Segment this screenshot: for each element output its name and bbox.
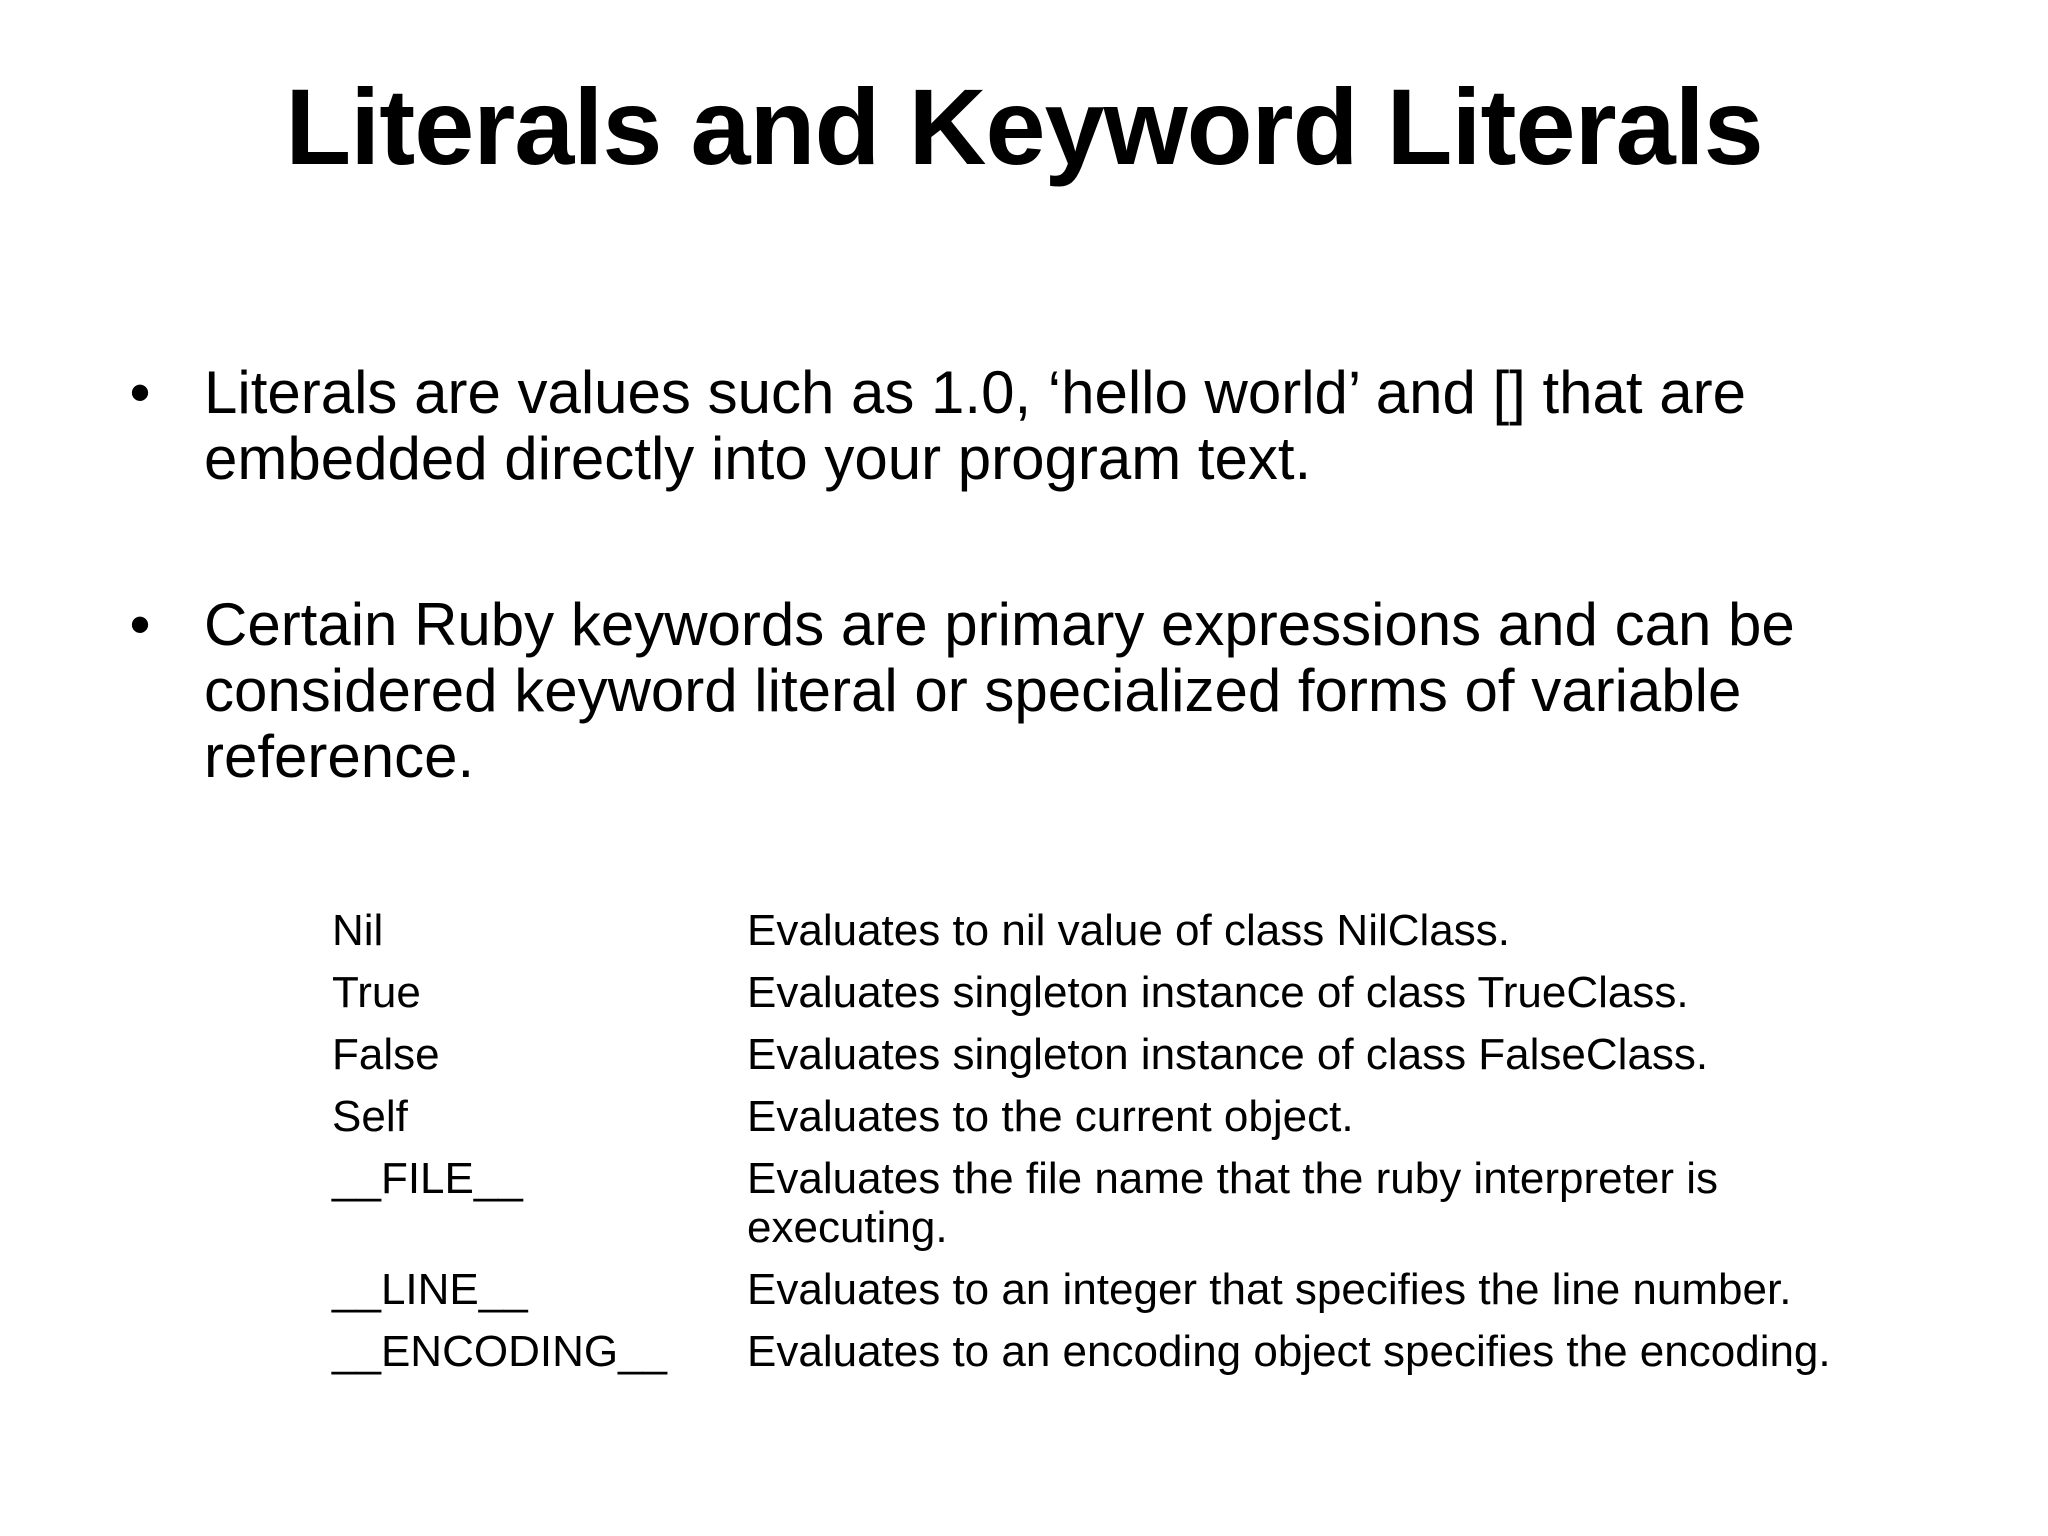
bullet-text: Certain Ruby keywords are primary expressions and can be considered keyword literal or specialized forms of variable reference.	[204, 591, 1795, 790]
bullet-item	[120, 360, 1880, 492]
keyword-description: Evaluates to an integer that specifies the line number.	[747, 1265, 1792, 1314]
keyword-description: Evaluates singleton instance of class FalseClass.	[747, 1030, 1709, 1079]
bullet-icon: •	[129, 359, 151, 426]
keyword-name: Self	[332, 1092, 408, 1141]
keyword-name: Nil	[332, 906, 384, 955]
keyword-row	[332, 1154, 1892, 1252]
keyword-description: Evaluates to an encoding object specifies the encoding.	[747, 1327, 1831, 1376]
keyword-row	[332, 1092, 1892, 1141]
bullet-icon: •	[129, 591, 151, 658]
keyword-table	[332, 906, 1892, 1376]
keyword-name: __LINE__	[332, 1265, 528, 1314]
keyword-name: True	[332, 968, 421, 1017]
keyword-description: Evaluates to nil value of class NilClass.	[747, 906, 1510, 955]
keyword-description: Evaluates singleton instance of class TrueClass.	[747, 968, 1689, 1017]
keyword-row	[332, 1030, 1892, 1079]
keyword-row	[332, 968, 1892, 1017]
keyword-description: Evaluates to the current object.	[747, 1092, 1354, 1141]
keyword-description: Evaluates the file name that the ruby interpreter is executing.	[747, 1154, 1718, 1252]
slide-title: Literals and Keyword Literals	[285, 66, 1763, 187]
keyword-row	[332, 1327, 1892, 1376]
keyword-name: False	[332, 1030, 440, 1079]
keyword-row	[332, 906, 1892, 955]
keyword-row	[332, 1265, 1892, 1314]
bullet-list	[120, 360, 1880, 790]
bullet-text: Literals are values such as 1.0, ‘hello world’ and [] that are embedded directly into your program text.	[204, 359, 1746, 492]
keyword-name: __FILE__	[332, 1154, 523, 1203]
bullet-item	[120, 592, 1880, 790]
keyword-name: __ENCODING__	[332, 1327, 668, 1376]
